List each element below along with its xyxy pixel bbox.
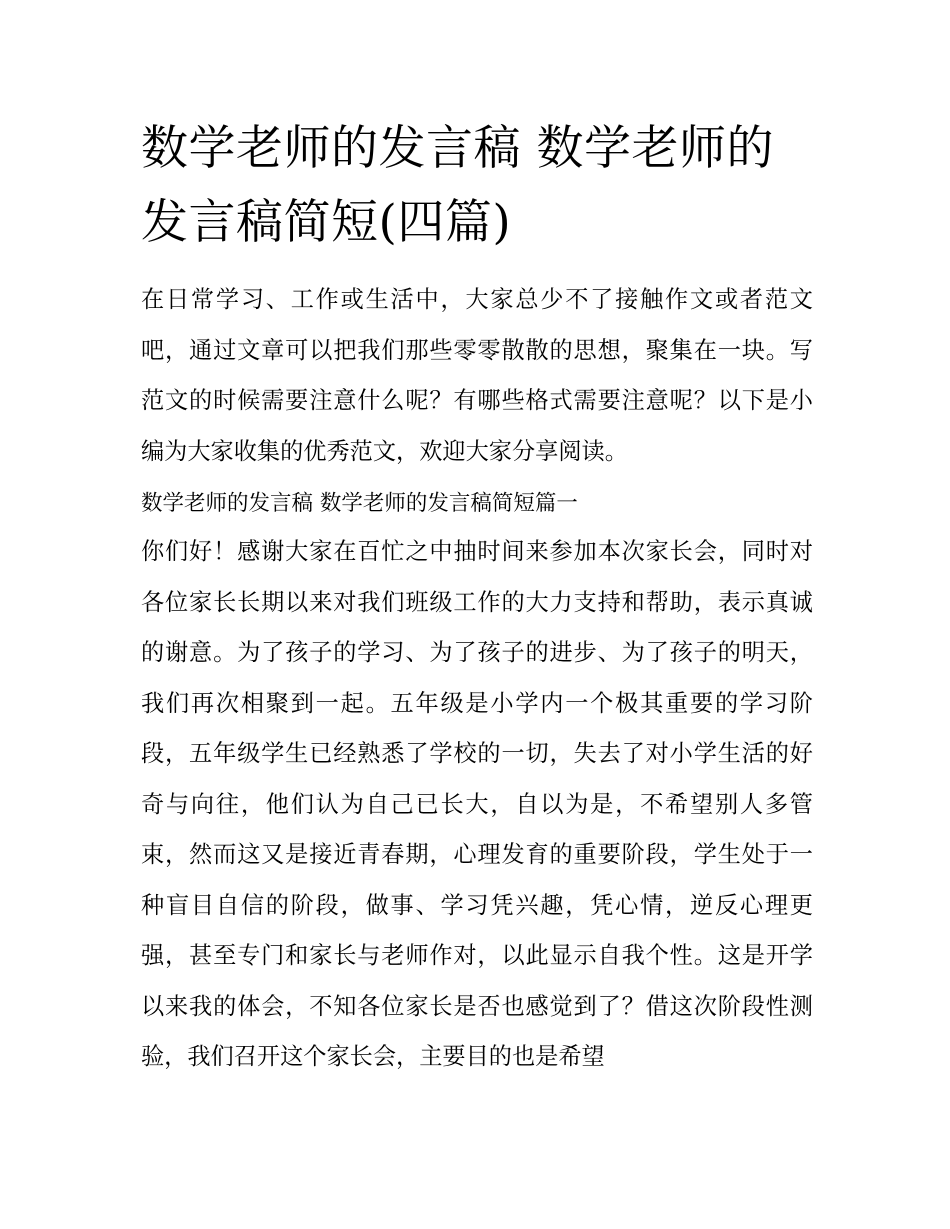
section-heading: 数学老师的发言稿 数学老师的发言稿简短篇一: [141, 491, 578, 516]
section-body-paragraph: 你们好！感谢大家在百忙之中抽时间来参加本次家长会，同时对各位家长长期以来对我们班级工作的大力支持和帮助，表示真诚的谢意。为了孩子的学习、为了孩子的进步、为了孩子的明天，我们再次相聚到一起。五年级是小学内一个极其重要的学习阶段，五年级学生已经熟悉了学校的一切，失去了对小学生活的好奇与向往，他们认为自己已长大，自以为是，不希望别人多管束，然而这又是接近青春期，心理发育的重要阶段，学生处于一种盲目自信的阶段，做事、学习凭兴趣，凭心情，逆反心理更强，甚至专门和家长与老师作对，以此显示自我个性。这是开学以来我的体会，不知各位家长是否也感觉到了？借这次阶段性测验，我们召开这个家长会，主要目的也是希望: [141, 538, 813, 1070]
intro-paragraph: 在日常学习、工作或生活中，大家总少不了接触作文或者范文吧，通过文章可以把我们那些零零散散的思想，聚集在一块。写范文的时候需要注意什么呢？有哪些格式需要注意呢？以下是小编为大家收集的优秀范文，欢迎大家分享阅读。: [141, 286, 813, 465]
document-title: 数学老师的发言稿 数学老师的发言稿简短(四篇): [141, 121, 774, 250]
